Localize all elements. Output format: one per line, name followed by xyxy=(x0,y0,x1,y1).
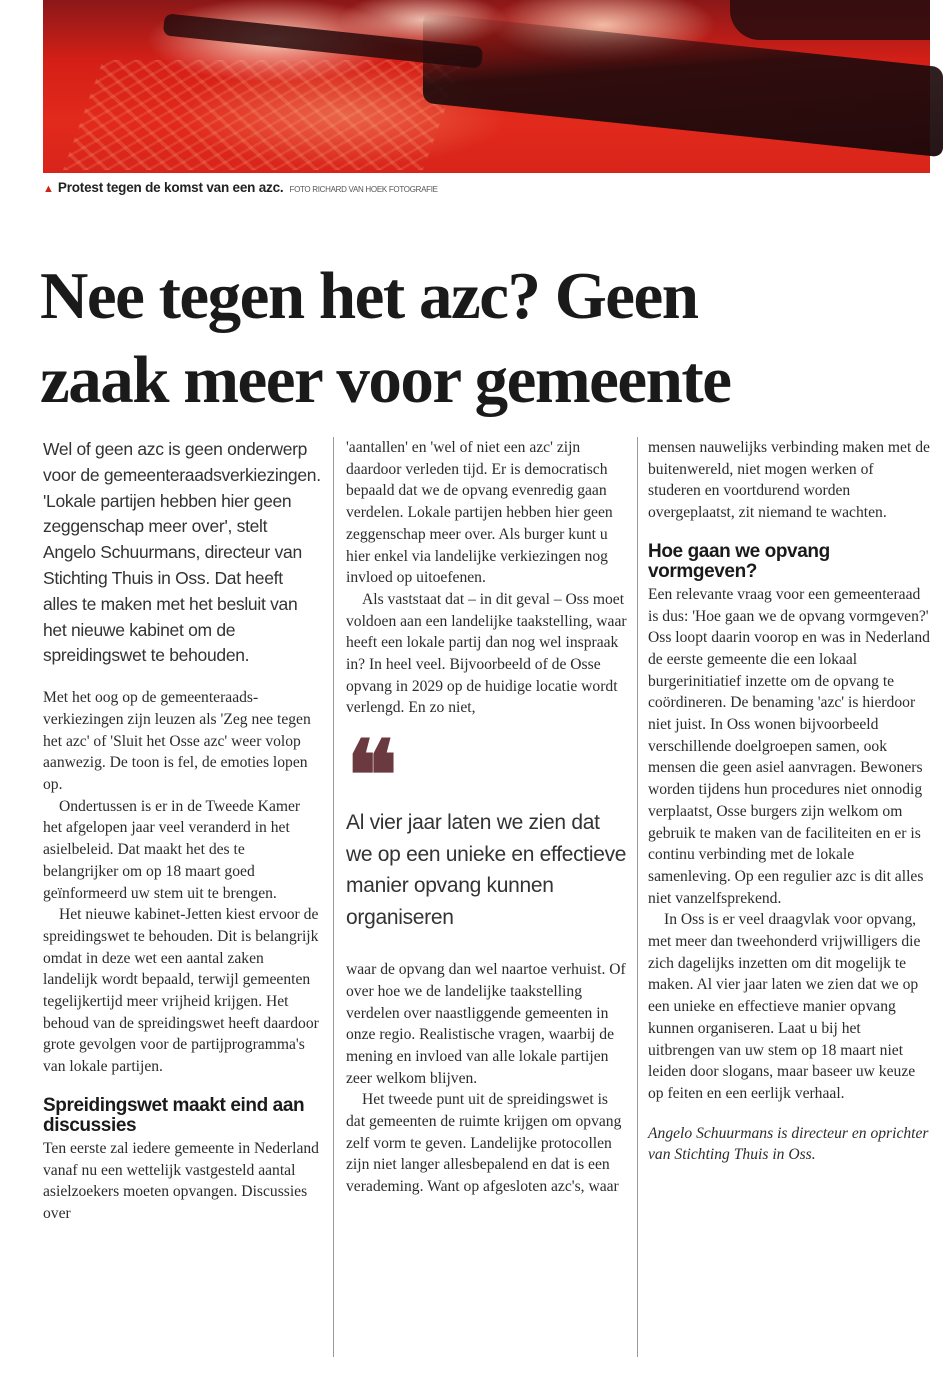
photo-dark-area xyxy=(730,0,930,40)
photo-pavement xyxy=(63,60,463,170)
article-column-2 xyxy=(346,437,629,1357)
photo-credit: FOTO RICHARD VAN HOEK FOTOGRAFIE xyxy=(289,185,438,194)
article-column-3 xyxy=(648,437,930,1357)
paragraph: Een relevante vraag voor een gemeenteraad is dus: 'Hoe gaan we de opvang vormgeven?' Oss loopt daarin voorop en was in Nederland de eerste gemeente die een lokaal burgerinitiatief inzette om de opvang te coördineren. De benaming 'azc' is hierdoor niet juist. In Oss wonen bijvoorbeeld verschillende doelgroepen samen, ook mensen die geen asiel aanvragen. Bewoners worden tijdens hun procedures niet onnodig verplaatst, Osse burgers zijn welkom om gebruik te maken van de faciliteiten en er is continu verbinding met de lokale samenleving. Op een regulier azc is dit alles niet vanzelfsprekend. xyxy=(648,585,930,907)
headline-line-2: zaak meer voor gemeente xyxy=(40,343,731,417)
photo-caption xyxy=(43,180,438,195)
paragraph: waar de opvang dan wel naartoe verhuist. Of over hoe we de landelijke taakstelling verdelen over naastliggende gemeenten in onze regio. Realistische vragen, waarbij de mening en invloed van alle lokale partijen zeer welkom blijven. xyxy=(346,961,626,1087)
column-divider xyxy=(333,437,334,1357)
triangle-up-icon: ▲ xyxy=(43,183,54,195)
paragraph: Het tweede punt uit de spreidingswet is dat gemeenten de ruimte krijgen om opvang zelf vorm te geven. Landelijke protocollen zijn niet langer allesbepalend en dat is een verademing. Want op afgesloten azc's, waar xyxy=(346,1091,622,1196)
article-lead: Wel of geen azc is geen onderwerp voor de gemeenteraadsverkiezingen. 'Lokale partijen hebben hier geen zeggenschap meer over', stelt Angelo Schuurmans, directeur van Stichting Thuis in Oss. Dat heeft alles te maken met het besluit van het nieuwe kabinet om de spreidingswet te behouden. xyxy=(43,439,321,666)
pull-quote-text: Al vier jaar laten we zien dat we op een unieke en effectieve manier opvang kunnen organiseren xyxy=(346,811,627,929)
paragraph: In Oss is er veel draagvlak voor opvang, met meer dan tweehonderd vrijwilligers die zich dagelijks inzetten om dit mogelijk te maken. Al vier jaar laten we zien dat we op een unieke en effectieve manier opvang kunnen organiseren. Laat u bij het uitbrengen van uw stem op 18 maart niet leiden door slogans, maar baseer uw keuze op feiten en een eerlijk verhaal. xyxy=(648,911,921,1102)
caption-text: Protest tegen de komst van een azc. xyxy=(57,180,284,195)
author-byline: Angelo Schuurmans is directeur en oprichter van Stichting Thuis in Oss. xyxy=(648,1124,929,1164)
pull-quote xyxy=(346,723,629,933)
protest-photo xyxy=(43,0,930,173)
paragraph: Als vaststaat dat – in dit geval – Oss moet voldoen aan een landelijke taakstelling, waar heeft een lokale partij dan nog wel inspraak in? In heel veel. Bijvoorbeeld of de Osse opvang in 2029 op de huidige locatie wordt verlengd. En zo niet, xyxy=(346,590,627,717)
paragraph: Met het oog op de gemeenteraadsverkiezingen zijn leuzen als 'Zeg nee tegen het azc' of 'Sluit het Osse azc' weer volop aanwezig. De toon is fel, de emoties lopen op. xyxy=(43,689,311,793)
paragraph: Het nieuwe kabinet-Jetten kiest ervoor de spreidingswet te behouden. Dit is belangrijk omdat in deze wet een aantal zaken landelijk wordt bepaald, terwijl gemeenten tegelijkertijd meer vrijheid krijgen. Het behoud van de spreidingswet heeft daardoor grote gevolgen voor de partijprogramma's van lokale partijen. xyxy=(43,906,319,1076)
paragraph: 'aantallen' en 'wel of niet een azc' zijn daardoor verleden tijd. Er is democratisch bepaald dat we de opvang evenredig gaan verdelen. Lokale partijen hebben hier geen zeggenschap meer over. Als burger kunt u hier enkel via landelijke verkiezingen nog invloed op uitoefenen. xyxy=(346,439,613,587)
paragraph: Ten eerste zal iedere gemeente in Nederland vanaf nu een wettelijk vastgesteld aantal asielzoekers moeten opvangen. Discussies over xyxy=(43,1139,319,1222)
article-column-1 xyxy=(43,437,321,1357)
subheading: Spreidingswet maakt eind aan discussies xyxy=(43,1094,305,1136)
headline-line-1: Nee tegen het azc? Geen xyxy=(40,259,698,333)
headline xyxy=(40,254,940,422)
subheading: Hoe gaan we opvang vormgeven? xyxy=(648,540,830,582)
column-divider xyxy=(637,437,638,1357)
paragraph: Ondertussen is er in de Tweede Kamer het afgelopen jaar veel veranderd in het asielbeleid. Dat maakt het des te belangrijker om op 18 maart goed geïnformeerd uw stem uit te brengen. xyxy=(43,797,301,902)
paragraph: mensen nauwelijks verbinding maken met de buitenwereld, niet mogen werken of studeren en voortdurend worden overgeplaatst, zit niemand te wachten. xyxy=(648,439,930,522)
quotation-mark-icon: ❝ xyxy=(346,723,392,831)
